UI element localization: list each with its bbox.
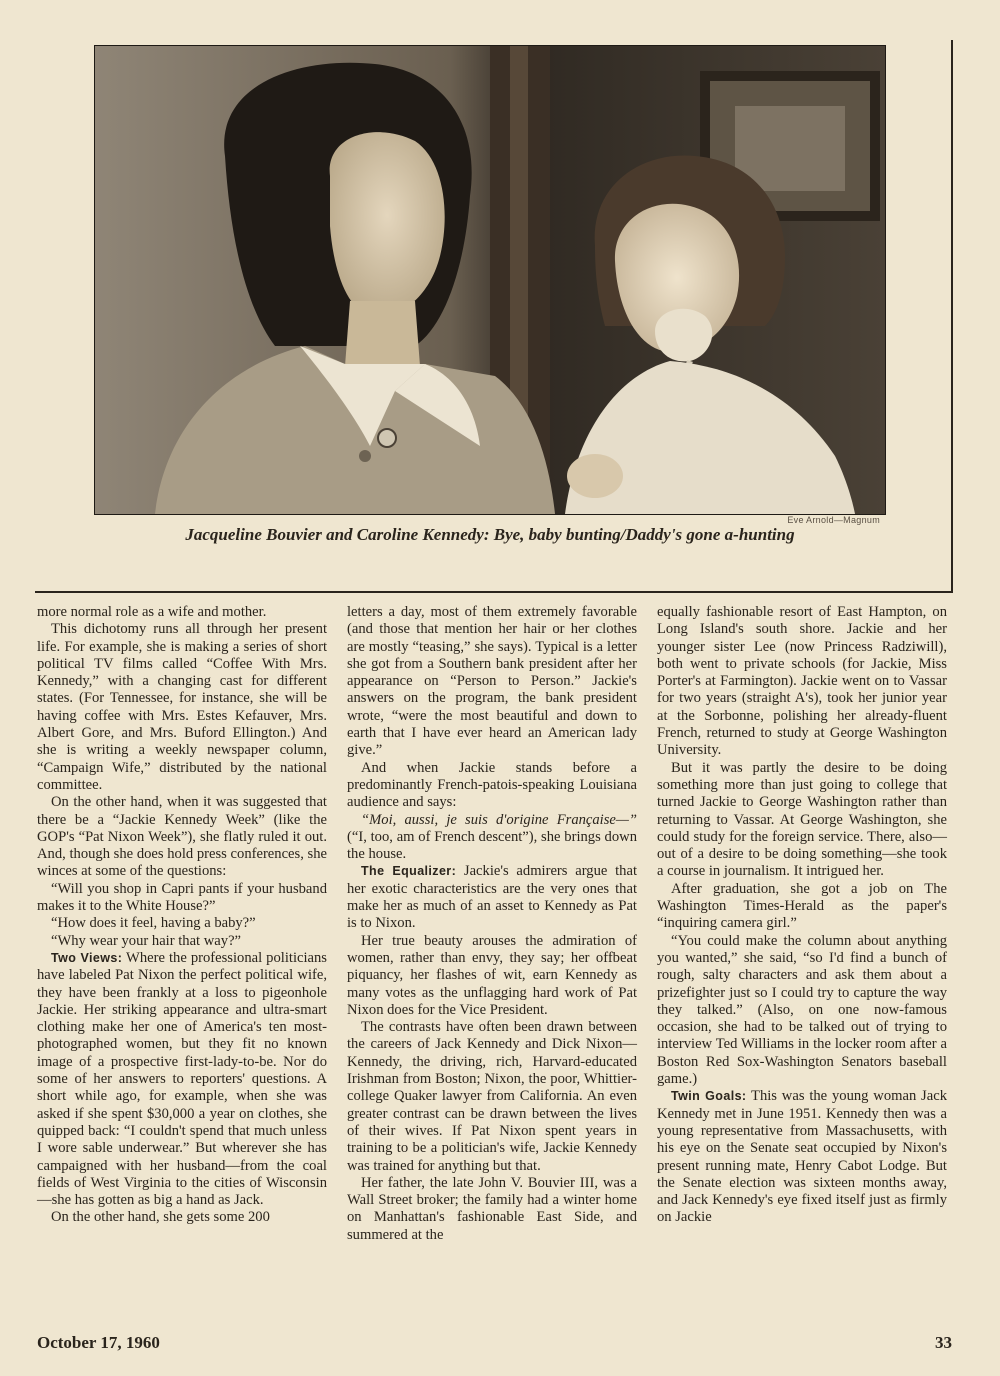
paragraph: “Why wear your hair that way?” <box>51 932 242 949</box>
subhead-two-views: Two Views: <box>51 950 123 965</box>
french-quote: “Moi, aussi, je suis d'origine Française—” <box>361 811 637 828</box>
paragraph: But it was partly the desire to be doing something more than just going to college that turned Jackie to George Washington rather than returning to Vassar. At George Washington, she could study for the foreign service. There, also—out of a desire to be doing something—she took a course in journalism. It intrigued her. <box>657 759 947 880</box>
article-column-3 <box>657 604 947 1227</box>
article-column-2 <box>347 604 637 1244</box>
article-columns <box>37 604 957 1324</box>
subhead-twin-goals: Twin Goals: <box>671 1089 747 1104</box>
paragraph: “How does it feel, having a baby?” <box>51 915 256 932</box>
subhead-the-equalizer: The Equalizer: <box>361 864 457 879</box>
photo-caption: Jacqueline Bouvier and Caroline Kennedy: Bye, baby bunting/Daddy's gone a-hunting <box>185 525 795 544</box>
article-column-1 <box>37 604 327 1227</box>
paragraph <box>657 1088 947 1226</box>
paragraph: This dichotomy runs all through her present life. For example, she is making a series of short political TV films called “Coffee With Mrs. Kennedy,” with a changing cast for different states. (For Tennessee, for instance, she will be having coffee with Mrs. Estes Kefauver, Mrs. Albert Gore, and Mrs. Buford Ellington.) And she is writing a weekly newspaper column, “Campaign Wife,” distributed by the national committee. <box>37 621 327 793</box>
paragraph: Her true beauty arouses the admiration of women, rather than envy, they say; her offbeat piquancy, her flashes of wit, earn Kennedy as many votes as the unflagging hard work of Pat Nixon does for the Vice President. <box>347 932 637 1018</box>
paragraph: equally fashionable resort of East Hampton, on Long Island's south shore. Jackie and her younger sister Lee (now Princess Radziwill), both went to private schools (for Jackie, Miss Porter's at Farmington). Jackie went on to Vassar for two years (straight A's), took her junior year at the Sorbonne, polishing her already-fluent French, returned to study at George Washington University. <box>657 604 947 759</box>
paragraph <box>37 950 327 1209</box>
paragraph: On the other hand, when it was suggested that there be a “Jackie Kennedy Week” (like the GOP's “Pat Nixon Week”), she flatly ruled it out. And, though she does hold press conferences, she winces at some of the questions: <box>37 794 327 880</box>
paragraph: The contrasts have often been drawn between the careers of Jack Kennedy and Dick Nixon—Kennedy, the driving, rich, Harvard-educated Irishman from Boston; Nixon, the poor, Whittier-college Quaker lawyer from California. An even greater contrast can be drawn between the lives of their wives. If Pat Nixon spent years in training to be a politician's wife, Jackie Kennedy was trained for anything but that. <box>347 1019 637 1174</box>
paragraph-text: Where the professional politicians have labeled Pat Nixon the perfect political wife, they have been frankly at a loss to pigeonhole Jackie. Her striking appearance and ultra-smart clothing make her one of America's ten most-photographed women, but they fit no known image of a prospective first-lady-to-be. Nor do some of her answers to reporters' questions. A short while ago, for example, when she was asked if she spent $30,000 a year on clothes, she quipped back: “I couldn't spend that much unless I wore sable underwear.” But wherever she has campaigned with her husband—from the coal fields of West Virginia to the cities of Wisconsin—she has gotten as big a hand as Jack. <box>37 949 327 1209</box>
paragraph-text: Jackie's admirers argue that her exotic characteristics are the very ones that make her as much of an asset to Kennedy as Pat is to Nixon. <box>347 863 638 932</box>
paragraph-text: (“I, too, am of French descent”), she brings down the house. <box>347 828 637 863</box>
page-number: 33 <box>935 1333 952 1352</box>
paragraph: letters a day, most of them extremely favorable (and those that mention her hair or her clothes are mostly “teasing,” she says). Typical is a letter she got from a Southern bank president after her appearance on “Person to Person.” Jackie's answers on the program, the bank president wrote, “were the most beautiful and down to earth that I have ever heard an American lady give.” <box>347 604 637 759</box>
paragraph: And when Jackie stands before a predominantly French-patois-speaking Louisiana audience and says: <box>347 759 637 811</box>
paragraph: Her father, the late John V. Bouvier III, was a Wall Street broker; the family had a winter home on Manhattan's fashionable East Side, and summered at the <box>347 1174 637 1243</box>
paragraph <box>347 812 637 864</box>
paragraph-text: This was the young woman Jack Kennedy met in June 1951. Kennedy then was a young representative from Massachusetts, with his eye on the Senate seat occupied by Nixon's present running mate, Henry Cabot Lodge. But the Senate election was sixteen months away, and Jack Kennedy's eye fixed itself just as firmly on Jackie <box>657 1088 947 1226</box>
issue-date: October 17, 1960 <box>37 1333 160 1352</box>
paragraph: “Will you shop in Capri pants if your husband makes it to the White House?” <box>37 880 327 915</box>
photo-jacqueline-and-caroline <box>94 45 886 515</box>
paragraph <box>347 863 637 932</box>
paragraph: “You could make the column about anything you wanted,” she said, “so I'd find a bunch of rough, salty characters and ask them about a prizefighter just so I could try to capture the way they talked.” (Also, on one now-famous occasion, she had to be talked out of trying to interview Ted Williams in the locker room after a Boston Red Sox-Washington Senators baseball game.) <box>657 932 947 1088</box>
paragraph: more normal role as a wife and mother. <box>37 604 267 620</box>
paragraph: After graduation, she got a job on The Washington Times-Herald as the paper's “inquiring camera girl.” <box>657 880 947 932</box>
paragraph: On the other hand, she gets some 200 <box>51 1209 270 1226</box>
photo-credit: Eve Arnold—Magnum <box>787 515 880 525</box>
